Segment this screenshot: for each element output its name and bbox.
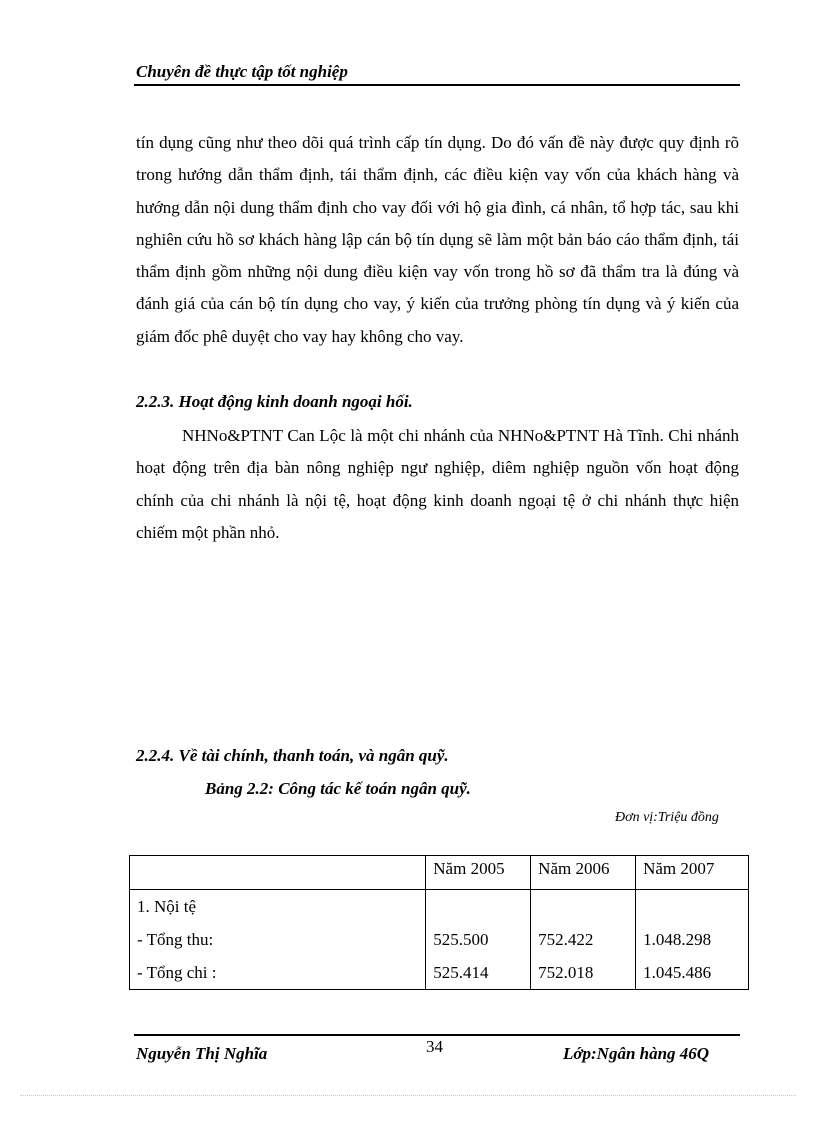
header-rule [134,84,740,86]
table-unit-note: Đơn vị:Triệu đồng [615,810,719,825]
table-row [130,890,749,924]
table-row [130,956,749,990]
table-cell: 1.048.298 [636,923,749,956]
page-bottom-dotted-line [20,1095,796,1096]
table-row [130,923,749,956]
table-cell: - Tổng chi : [130,956,426,990]
table-cell: 1.045.486 [636,956,749,990]
footer-class-label: Lớp:Ngân hàng 46Q [563,1044,710,1063]
table-cell: 1. Nội tệ [130,890,426,924]
body-paragraph-credit: tín dụng cũng như theo dõi quá trình cấp tín dụng. Do đó vấn đề này được quy định rõ trong hướng dẫn thẩm định, tái thẩm định, các điều kiện vay vốn của khách hàng và hướng dẫn nội dung thẩm định cho vay đối với hộ gia đình, cá nhân, tổ hợp tác, sau khi nghiên cứu hồ sơ khách hàng lập cán bộ tín dụng sẽ làm một bản báo cáo thẩm định, tái thẩm định gồm những nội dung điều kiện vay vốn trong hồ sơ đã thẩm tra là đúng và đánh giá của cán bộ tín dụng cho vay, ý kiến của trưởng phòng tín dụng và ý kiến của giám đốc phê duyệt cho vay hay không cho vay. [136,133,739,346]
section-heading-2-2-4: 2.2.4. Về tài chính, thanh toán, và ngân quỹ. [136,746,449,765]
page-number: 34 [426,1037,443,1056]
table-header-cell: Năm 2007 [636,856,749,890]
table-header-row [130,856,749,890]
table-cell: 525.500 [426,923,531,956]
table-cell [531,890,636,924]
body-paragraph-forex: NHNo&PTNT Can Lộc là một chi nhánh của NHNo&PTNT Hà Tĩnh. Chi nhánh hoạt động trên địa bàn nông nghiệp ngư nghiệp, diêm nghiệp nguồn vốn hoạt động chính của chi nhánh là nội tệ, hoạt động kinh doanh ngoại tệ ở chi nhánh thực hiện chiếm một phần nhỏ. [136,426,739,542]
table-cell: - Tổng thu: [130,923,426,956]
section-heading-2-2-3: 2.2.3. Hoạt động kinh doanh ngoại hối. [136,392,413,411]
running-header-title: Chuyên đề thực tập tốt nghiệp [136,62,348,81]
table-cell: 752.018 [531,956,636,990]
table-header-cell [130,856,426,890]
footer-rule [134,1034,740,1036]
table-caption: Bảng 2.2: Công tác kế toán ngân quỹ. [205,779,471,798]
table-cell: 525.414 [426,956,531,990]
accounting-table [129,855,749,990]
table-header-cell: Năm 2005 [426,856,531,890]
table-header-cell: Năm 2006 [531,856,636,890]
footer-author: Nguyễn Thị Nghĩa [136,1044,268,1063]
table-cell [636,890,749,924]
table-cell [426,890,531,924]
table-cell: 752.422 [531,923,636,956]
